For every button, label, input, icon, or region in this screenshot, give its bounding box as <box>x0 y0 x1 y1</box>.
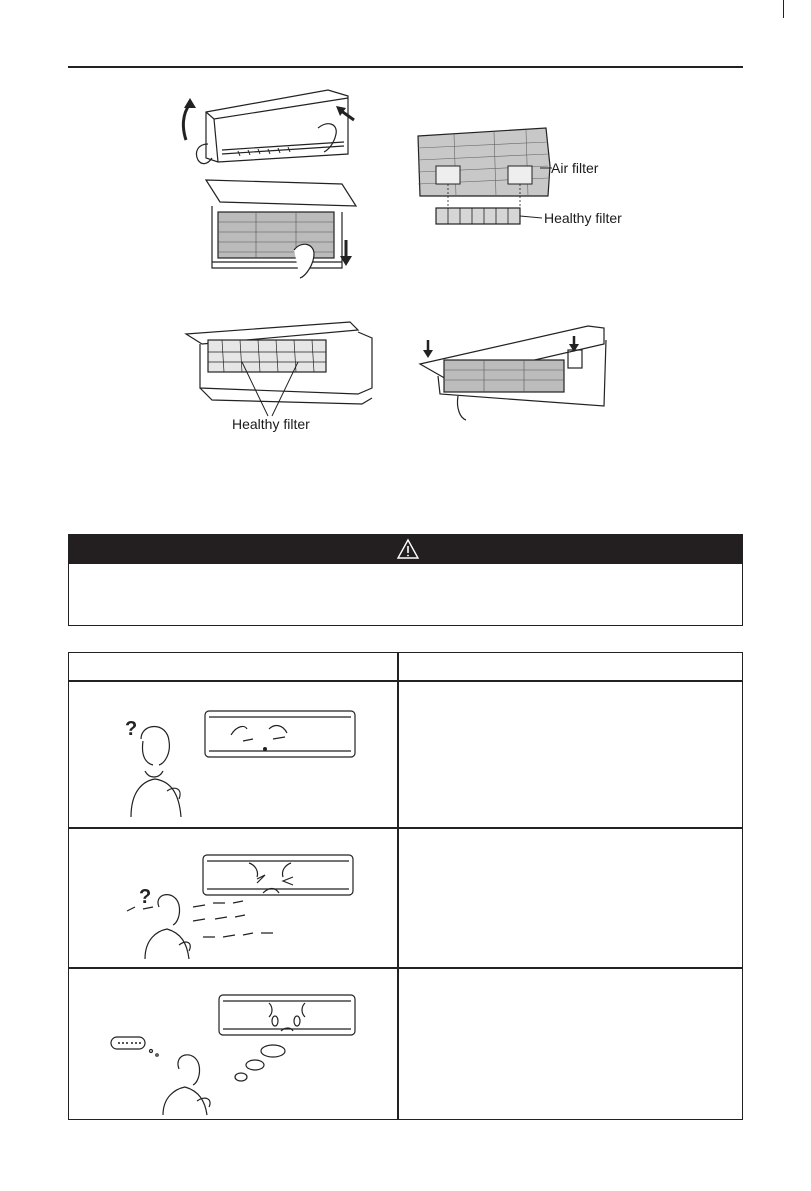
warning-header-bar <box>69 535 742 564</box>
warning-box <box>68 534 743 626</box>
healthy-filter-label-top: Healthy filter <box>544 210 622 226</box>
healthy-filter-label-bottom: Healthy filter <box>232 416 310 432</box>
row-rule-1 <box>69 827 742 829</box>
air-filter-label: Air filter <box>551 160 599 176</box>
illustration-remove-filter <box>202 178 362 280</box>
illustration-close-panel <box>418 322 612 422</box>
row1-illustration <box>119 709 369 821</box>
header-rule <box>68 66 743 68</box>
illustration-open-panel <box>178 84 368 184</box>
warning-triangle-icon <box>396 538 420 560</box>
header-row-rule <box>69 680 742 682</box>
svg-text:?: ? <box>139 886 152 908</box>
column-divider <box>397 653 399 1119</box>
illustration-filter-parts <box>414 126 554 238</box>
row2-illustration <box>123 853 363 963</box>
row-rule-2 <box>69 967 742 969</box>
illustration-healthy-filter-installed <box>182 318 382 420</box>
row3-illustration <box>105 993 365 1117</box>
svg-text:?: ? <box>125 718 138 740</box>
crop-mark <box>783 0 784 18</box>
troubleshooting-table <box>68 652 743 1120</box>
